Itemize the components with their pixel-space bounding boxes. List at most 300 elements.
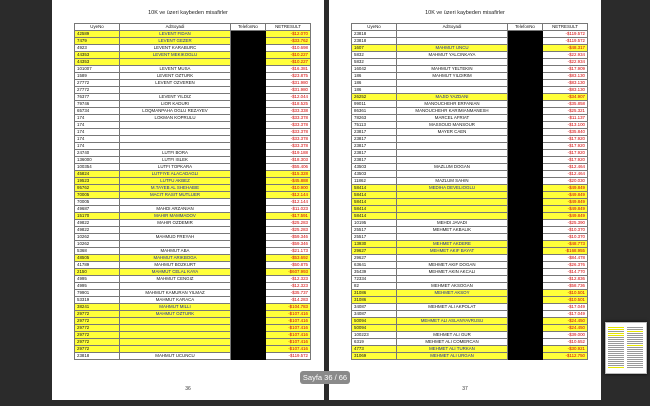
- cell-adsoyadi: MEHMET ALI COMERCAN: [397, 339, 508, 346]
- table-row: [75, 325, 311, 332]
- cell-netresult: -$12.144: [266, 199, 311, 206]
- cell-adsoyadi: LUTFI TOPKARA: [120, 164, 231, 171]
- table-row: [75, 276, 311, 283]
- cell-uyeno: 1589: [75, 73, 120, 80]
- thumbnail-line: [608, 351, 624, 352]
- table-row: [352, 290, 588, 297]
- cell-telefonno-redacted: [231, 199, 266, 206]
- cell-uyeno: 58414: [352, 185, 397, 192]
- cell-adsoyadi: MEHDI JAVADI: [397, 220, 508, 227]
- cell-netresult: -$25.283: [266, 227, 311, 234]
- cell-adsoyadi: LOQMANPAHA OGLU REZAYEV: [120, 108, 231, 115]
- cell-adsoyadi: MAYER CAEN: [397, 129, 508, 136]
- cell-uyeno: 48505: [75, 255, 120, 262]
- table-row: [75, 241, 311, 248]
- cell-telefonno-redacted: [231, 227, 266, 234]
- cell-adsoyadi: MAHMUD FREYAH: [120, 234, 231, 241]
- cell-netresult: -$58.736: [543, 283, 588, 290]
- cell-netresult: -$12.836: [543, 276, 588, 283]
- cell-adsoyadi: MEHMET AKBALIK: [397, 227, 508, 234]
- thumbnail-page-right[interactable]: [627, 327, 643, 369]
- table-row: [352, 220, 588, 227]
- cell-telefonno-redacted: [231, 255, 266, 262]
- cell-netresult: -$25.283: [266, 220, 311, 227]
- cell-netresult: -$10.227: [266, 52, 311, 59]
- cell-telefonno-redacted: [231, 192, 266, 199]
- cell-uyeno: 43503: [352, 164, 397, 171]
- thumbnail-line: [608, 331, 624, 332]
- cell-adsoyadi: MARCEL AFRIAT: [397, 115, 508, 122]
- table-row: [75, 311, 311, 318]
- cell-netresult: -$11.023: [266, 206, 311, 213]
- cell-uyeno: 23817: [352, 129, 397, 136]
- cell-adsoyadi: LEVENT YILDIZ: [120, 94, 231, 101]
- cell-telefonno-redacted: [508, 171, 543, 178]
- table-row: [75, 73, 311, 80]
- cell-netresult: -$107.416: [266, 346, 311, 353]
- cell-netresult: -$48.773: [543, 241, 588, 248]
- cell-adsoyadi: MEHMET AKDERE: [397, 241, 508, 248]
- cell-adsoyadi: LUTFIYE ALACADAGLI: [120, 171, 231, 178]
- cell-adsoyadi: MEDIHA DEVELIOGLU: [397, 185, 508, 192]
- cell-netresult: -$22.934: [543, 59, 588, 66]
- guest-loss-table: [74, 23, 311, 360]
- table-row: [352, 255, 588, 262]
- header-uyeno: UyeNo: [352, 24, 397, 31]
- cell-telefonno-redacted: [231, 108, 266, 115]
- cell-netresult: -$17.591: [266, 213, 311, 220]
- cell-telefonno-redacted: [231, 332, 266, 339]
- cell-telefonno-redacted: [508, 136, 543, 143]
- cell-adsoyadi: MEHMET ALI GUR: [397, 332, 508, 339]
- header-netresult: NETRESULT: [543, 24, 588, 31]
- cell-netresult: -$14.770: [543, 269, 588, 276]
- cell-adsoyadi: MAHDI ARZANIAN: [120, 206, 231, 213]
- table-row: [75, 318, 311, 325]
- thumbnail-line: [627, 355, 643, 356]
- cell-uyeno: 26252: [352, 94, 397, 101]
- thumbnail-line: [608, 345, 624, 346]
- cell-telefonno-redacted: [508, 248, 543, 255]
- cell-adsoyadi: LUTFI ISLEK: [120, 157, 231, 164]
- cell-adsoyadi: MAZLUM DOGAN: [397, 164, 508, 171]
- table-row: [75, 171, 311, 178]
- cell-adsoyadi: LUTFU AKBEZ: [120, 178, 231, 185]
- cell-uyeno: 15170: [75, 213, 120, 220]
- thumbnail-line: [627, 327, 643, 328]
- cell-uyeno: 6319: [352, 339, 397, 346]
- cell-adsoyadi: [397, 157, 508, 164]
- cell-netresult: -$19.188: [266, 150, 311, 157]
- cell-adsoyadi: [397, 171, 508, 178]
- cell-telefonno-redacted: [508, 332, 543, 339]
- cell-netresult: -$25.390: [543, 220, 588, 227]
- cell-uyeno: 174: [75, 143, 120, 150]
- cell-adsoyadi: LEVENT MEKIKOGLU: [120, 52, 231, 59]
- cell-adsoyadi: [120, 241, 231, 248]
- cell-telefonno-redacted: [231, 234, 266, 241]
- cell-netresult: -$168.955: [543, 248, 588, 255]
- cell-telefonno-redacted: [231, 269, 266, 276]
- cell-telefonno-redacted: [231, 346, 266, 353]
- thumbnail-line: [608, 329, 624, 330]
- cell-adsoyadi: LIOR KADURI: [120, 101, 231, 108]
- table-row: [352, 283, 588, 290]
- cell-adsoyadi: LEVENT OZTURK: [120, 73, 231, 80]
- cell-netresult: -$12.044: [266, 94, 311, 101]
- cell-telefonno-redacted: [508, 234, 543, 241]
- cell-adsoyadi: MEHMET ALI AKPOLAT: [397, 304, 508, 311]
- table-row: [352, 150, 588, 157]
- cell-netresult: -$84.478: [543, 255, 588, 262]
- cell-adsoyadi: MAHMUT YALCINKAYA: [397, 52, 508, 59]
- cell-uyeno: 4995: [75, 276, 120, 283]
- cell-uyeno: 1607: [352, 45, 397, 52]
- cell-telefonno-redacted: [231, 297, 266, 304]
- cell-adsoyadi: LEVENT KARABURC: [120, 45, 231, 52]
- thumbnail-line: [608, 341, 624, 342]
- cell-telefonno-redacted: [231, 262, 266, 269]
- thumbnail-line: [627, 337, 643, 338]
- cell-uyeno: 34087: [352, 311, 397, 318]
- cell-netresult: -$10.501: [543, 297, 588, 304]
- cell-adsoyadi: MEHMET AKIN AKCALI: [397, 269, 508, 276]
- table-row: [75, 101, 311, 108]
- cell-netresult: -$59.346: [266, 234, 311, 241]
- table-row: [75, 332, 311, 339]
- table-row: [75, 38, 311, 45]
- cell-uyeno: 136000: [75, 157, 120, 164]
- pdf-page-left[interactable]: [52, 0, 324, 400]
- cell-netresult: -$49.849: [543, 185, 588, 192]
- table-row: [352, 80, 588, 87]
- table-row: [352, 339, 588, 346]
- thumbnail-line: [608, 327, 624, 328]
- cell-netresult: -$10.227: [266, 59, 311, 66]
- cell-netresult: -$35.840: [543, 129, 588, 136]
- table-row: [75, 115, 311, 122]
- cell-adsoyadi: LEVENT MUSA: [120, 66, 231, 73]
- table-header-row: [352, 24, 588, 31]
- thumbnail-line: [627, 345, 643, 346]
- cell-telefonno-redacted: [508, 255, 543, 262]
- thumbnail-line: [608, 353, 624, 354]
- cell-telefonno-redacted: [508, 346, 543, 353]
- cell-telefonno-redacted: [508, 87, 543, 94]
- cell-adsoyadi: [120, 129, 231, 136]
- cell-netresult: -$17.920: [543, 157, 588, 164]
- cell-telefonno-redacted: [231, 45, 266, 52]
- table-row: [352, 227, 588, 234]
- cell-adsoyadi: [120, 199, 231, 206]
- cell-uyeno: 86361: [352, 108, 397, 115]
- thumbnail-line: [608, 359, 624, 360]
- table-row: [352, 248, 588, 255]
- cell-uyeno: 29772: [75, 318, 120, 325]
- cell-telefonno-redacted: [231, 178, 266, 185]
- thumbnail-line: [627, 367, 643, 368]
- cell-telefonno-redacted: [508, 73, 543, 80]
- cell-telefonno-redacted: [231, 318, 266, 325]
- cell-uyeno: 45824: [75, 171, 120, 178]
- table-row: [352, 353, 588, 360]
- table-row: [352, 136, 588, 143]
- cell-telefonno-redacted: [231, 290, 266, 297]
- cell-telefonno-redacted: [231, 115, 266, 122]
- table-row: [352, 59, 588, 66]
- table-row: [75, 199, 311, 206]
- cell-uyeno: 34087: [352, 304, 397, 311]
- cell-telefonno-redacted: [231, 206, 266, 213]
- thumbnail-line: [608, 333, 624, 334]
- cell-uyeno: 4923: [75, 45, 120, 52]
- cell-netresult: -$119.572: [266, 353, 311, 360]
- table-row: [352, 346, 588, 353]
- table-row: [352, 31, 588, 38]
- cell-telefonno-redacted: [231, 101, 266, 108]
- cell-telefonno-redacted: [508, 304, 543, 311]
- header-netresult: NETRESULT: [266, 24, 311, 31]
- thumbnail-line: [608, 367, 624, 368]
- table-row: [352, 269, 588, 276]
- cell-adsoyadi: MAHIR OZDEMIR: [120, 220, 231, 227]
- table-row: [352, 297, 588, 304]
- cell-uyeno: 76377: [75, 94, 120, 101]
- header-telefonno: TelefonNo: [508, 24, 543, 31]
- cell-uyeno: 2150: [75, 269, 120, 276]
- cell-adsoyadi: [397, 38, 508, 45]
- cell-adsoyadi: [397, 59, 508, 66]
- cell-uyeno: 70005: [75, 199, 120, 206]
- cell-netresult: -$33.378: [266, 122, 311, 129]
- cell-adsoyadi: MASSOUD MANSOUR: [397, 122, 508, 129]
- cell-adsoyadi: [120, 339, 231, 346]
- cell-adsoyadi: [120, 318, 231, 325]
- cell-netresult: -$59.346: [266, 241, 311, 248]
- cell-uyeno: 58414: [352, 213, 397, 220]
- cell-netresult: -$33.338: [266, 108, 311, 115]
- cell-telefonno-redacted: [231, 129, 266, 136]
- cell-uyeno: 24740: [75, 150, 120, 157]
- table-row: [75, 94, 311, 101]
- cell-uyeno: 23818: [75, 353, 120, 360]
- thumbnail-line: [608, 357, 624, 358]
- table-row: [352, 325, 588, 332]
- cell-adsoyadi: M.TAYEB AL SHEHABIE: [120, 185, 231, 192]
- cell-adsoyadi: MEHMET AKSOGAN: [397, 283, 508, 290]
- cell-telefonno-redacted: [508, 122, 543, 129]
- cell-telefonno-redacted: [231, 276, 266, 283]
- cell-netresult: -$18.525: [266, 101, 311, 108]
- cell-adsoyadi: [397, 255, 508, 262]
- header-adsoyadi: AdSoyadi: [397, 24, 508, 31]
- cell-adsoyadi: MAHMUT KARACA: [120, 297, 231, 304]
- cell-netresult: -$17.909: [543, 66, 588, 73]
- table-header-row: [75, 24, 311, 31]
- thumbnail-line: [627, 353, 643, 354]
- cell-telefonno-redacted: [231, 325, 266, 332]
- cell-telefonno-redacted: [231, 241, 266, 248]
- table-row: [75, 31, 311, 38]
- cell-netresult: -$49.849: [543, 206, 588, 213]
- cell-telefonno-redacted: [231, 220, 266, 227]
- thumbnail-line: [627, 359, 643, 360]
- cell-uyeno: 31069: [352, 353, 397, 360]
- cell-netresult: -$31.980: [266, 80, 311, 87]
- cell-netresult: -$112.750: [543, 353, 588, 360]
- cell-uyeno: 29772: [75, 311, 120, 318]
- cell-adsoyadi: MACIT RASIT MUTLUER: [120, 192, 231, 199]
- table-row: [75, 52, 311, 59]
- thumbnail-line: [627, 339, 643, 340]
- thumbnail-line: [608, 335, 624, 336]
- cell-adsoyadi: MAHIR MAMMADOV: [120, 213, 231, 220]
- cell-telefonno-redacted: [231, 304, 266, 311]
- cell-adsoyadi: MEHMET AKIF BAYAT: [397, 248, 508, 255]
- table-row: [75, 248, 311, 255]
- cell-netresult: -$26.376: [543, 262, 588, 269]
- cell-netresult: -$10.501: [543, 290, 588, 297]
- cell-adsoyadi: [397, 325, 508, 332]
- cell-netresult: -$16.381: [266, 66, 311, 73]
- cell-telefonno-redacted: [508, 262, 543, 269]
- table-row: [352, 304, 588, 311]
- cell-uyeno: 4773: [352, 346, 397, 353]
- cell-netresult: -$10.370: [543, 227, 588, 234]
- cell-netresult: -$607.993: [266, 269, 311, 276]
- cell-telefonno-redacted: [508, 276, 543, 283]
- cell-telefonno-redacted: [508, 31, 543, 38]
- table-row: [352, 206, 588, 213]
- table-row: [75, 108, 311, 115]
- cell-telefonno-redacted: [508, 353, 543, 360]
- table-row: [352, 143, 588, 150]
- thumbnail-line: [627, 363, 643, 364]
- cell-uyeno: 99011: [352, 101, 397, 108]
- cell-adsoyadi: MAJID YAZDANI: [397, 94, 508, 101]
- cell-telefonno-redacted: [508, 52, 543, 59]
- cell-netresult: -$55.406: [266, 164, 311, 171]
- cell-telefonno-redacted: [231, 52, 266, 59]
- table-row: [75, 206, 311, 213]
- cell-netresult: -$53.692: [266, 255, 311, 262]
- pdf-page-right[interactable]: [329, 0, 601, 400]
- header-telefonno: TelefonNo: [231, 24, 266, 31]
- table-row: [352, 171, 588, 178]
- thumbnail-line: [608, 365, 624, 366]
- cell-uyeno: 174: [75, 136, 120, 143]
- thumbnail-line: [627, 349, 643, 350]
- cell-netresult: -$10.900: [266, 185, 311, 192]
- cell-uyeno: 95762: [75, 185, 120, 192]
- table-row: [75, 283, 311, 290]
- cell-uyeno: 5832: [352, 59, 397, 66]
- cell-netresult: -$107.416: [266, 311, 311, 318]
- cell-netresult: -$33.378: [266, 129, 311, 136]
- cell-netresult: -$12.464: [543, 164, 588, 171]
- cell-adsoyadi: LUTFI BORA: [120, 150, 231, 157]
- cell-telefonno-redacted: [508, 192, 543, 199]
- cell-telefonno-redacted: [231, 185, 266, 192]
- cell-uyeno: 58414: [352, 199, 397, 206]
- table-row: [75, 346, 311, 353]
- table-row: [352, 73, 588, 80]
- cell-netresult: -$35.737: [266, 290, 311, 297]
- table-row: [75, 87, 311, 94]
- table-row: [352, 318, 588, 325]
- cell-adsoyadi: [397, 276, 508, 283]
- cell-telefonno-redacted: [508, 59, 543, 66]
- cell-netresult: -$48.317: [543, 45, 588, 52]
- cell-telefonno-redacted: [508, 115, 543, 122]
- cell-telefonno-redacted: [231, 164, 266, 171]
- cell-netresult: -$17.049: [543, 311, 588, 318]
- cell-uyeno: 174: [75, 115, 120, 122]
- cell-uyeno: 100223: [352, 332, 397, 339]
- cell-uyeno: 29627: [352, 248, 397, 255]
- header-uyeno: UyeNo: [75, 24, 120, 31]
- table-row: [352, 213, 588, 220]
- cell-uyeno: 10262: [75, 241, 120, 248]
- cell-netresult: -$33.378: [266, 143, 311, 150]
- cell-telefonno-redacted: [508, 80, 543, 87]
- cell-adsoyadi: MEHMET AKIF DOGAN: [397, 262, 508, 269]
- table-row: [352, 276, 588, 283]
- cell-netresult: -$17.920: [543, 136, 588, 143]
- cell-adsoyadi: [397, 31, 508, 38]
- thumbnail-line: [608, 363, 624, 364]
- cell-uyeno: 29772: [75, 325, 120, 332]
- thumbnail-line: [627, 365, 643, 366]
- cell-netresult: -$39.000: [543, 332, 588, 339]
- cell-uyeno: 42589: [75, 31, 120, 38]
- table-row: [352, 262, 588, 269]
- cell-telefonno-redacted: [508, 339, 543, 346]
- thumbnail-line: [627, 333, 643, 334]
- cell-netresult: -$33.378: [266, 115, 311, 122]
- cell-netresult: -$107.416: [266, 339, 311, 346]
- table-row: [75, 304, 311, 311]
- cell-telefonno-redacted: [508, 325, 543, 332]
- cell-telefonno-redacted: [508, 108, 543, 115]
- cell-telefonno-redacted: [508, 94, 543, 101]
- cell-telefonno-redacted: [231, 87, 266, 94]
- cell-netresult: -$104.783: [266, 304, 311, 311]
- cell-netresult: -$50.875: [266, 262, 311, 269]
- table-row: [75, 290, 311, 297]
- cell-telefonno-redacted: [508, 101, 543, 108]
- cell-uyeno: 186: [352, 80, 397, 87]
- table-row: [352, 241, 588, 248]
- cell-telefonno-redacted: [231, 136, 266, 143]
- thumbnail-page-left[interactable]: [608, 327, 624, 369]
- table-row: [352, 185, 588, 192]
- cell-netresult: -$25.321: [543, 108, 588, 115]
- table-row: [75, 353, 311, 360]
- cell-netresult: -$119.572: [543, 31, 588, 38]
- cell-uyeno: 38241: [75, 304, 120, 311]
- page-thumbnail-navigator[interactable]: [605, 322, 647, 374]
- cell-uyeno: 25517: [352, 234, 397, 241]
- table-row: [352, 311, 588, 318]
- cell-netresult: -$119.572: [543, 38, 588, 45]
- cell-uyeno: 27772: [75, 87, 120, 94]
- table-row: [75, 80, 311, 87]
- table-row: [75, 136, 311, 143]
- cell-adsoyadi: [120, 325, 231, 332]
- cell-uyeno: 186: [352, 73, 397, 80]
- page-title: 10K ve üzeri kaybeden misafirler: [148, 10, 228, 16]
